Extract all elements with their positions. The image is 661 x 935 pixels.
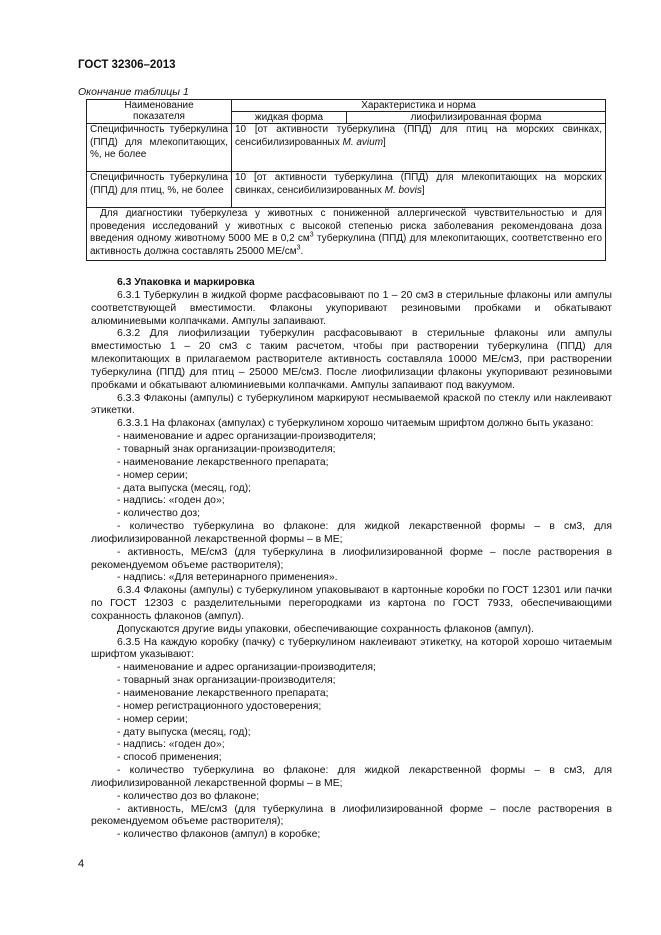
table-caption: Окончание таблицы 1 — [78, 86, 189, 98]
section-title: 6.3 Упаковка и маркировка — [117, 277, 255, 288]
list-item: - количество туберкулина во флаконе: для жидкой лекарственной формы – в см3, для лиофилизированной лекарственной формы – в МЕ; — [91, 765, 612, 789]
row-value-italic: M. avium — [342, 136, 384, 148]
table-note — [87, 208, 606, 261]
paragraph-6-3-4: 6.3.4 Флаконы (ампулы) с туберкулином упаковывают в картонные коробки по ГОСТ 12301 или пачки по ГОСТ 12303 с разделительными перегородками из картона по ГОСТ 7933, обеспечивающими сохранность флаконов (ампул). — [91, 585, 612, 622]
row-value-bird — [232, 172, 606, 208]
row-value-end: ] — [383, 136, 386, 148]
list-item: - номер регистрационного удостоверения; — [117, 700, 322, 712]
row-value-italic: M. bovis — [384, 184, 422, 196]
paragraph-6-3-3-1: 6.3.3.1 На флаконах (ампулах) с туберкулином хорошо читаемым шрифтом должно быть указано: — [117, 418, 594, 430]
note-text: туберкулина (ППД) для млекопитающих, соответственно его активность должна составлять 25000 МЕ/см — [90, 233, 602, 257]
document-header: ГОСТ 32306–2013 — [78, 59, 176, 71]
note-sup: 3 — [309, 231, 314, 239]
label-list-vial — [91, 431, 612, 585]
list-item: - количество доз; — [117, 508, 201, 520]
col-header-liquid: жидкая форма — [232, 112, 347, 124]
page-number: 4 — [78, 858, 85, 870]
paragraph-6-3-2: 6.3.2 Для лиофилизации туберкулин расфасовывают в стерильные флаконы или ампулы вместимостью 1 – 20 см3 с таким расчетом, чтобы при растворении туберкулина (ППД) для млекопитающих в прилагаемом растворителе активность составляла 10000 МЕ/см3, при растворении туберкулина (ППД) для птиц – 25000 МЕ/см3. После лиофилизации флаконы укупоривают резиновыми пробками и обкатывают алюминиевыми колпачками. Ампулы запаивают под вакуумом. — [91, 328, 612, 391]
paragraph-6-3-1: 6.3.1 Туберкулин в жидкой форме расфасовывают по 1 – 20 см3 в стерильные флаконы или ампулы соответствующей вместимости. Флаконы укупоривают резиновыми пробками и обкатывают алюминиевыми колпачками. Ампулы запаивают. — [91, 289, 612, 327]
list-item: - надпись: «годен до»; — [117, 495, 225, 507]
row-value-text: 10 [от активности туберкулина (ППД) для птиц на морских свинках, сенсибилизированных — [235, 124, 602, 148]
row-value-end: ] — [421, 184, 425, 196]
col-header-name-line1: Наименование — [124, 100, 194, 111]
label-list-box — [91, 662, 612, 842]
list-item: - номер серии; — [117, 469, 188, 481]
row-value-mammal — [232, 124, 606, 172]
table-note-row — [87, 208, 606, 261]
row-name-mammal: Специфичность туберкулина (ППД) для млекопитающих, %, не более — [87, 124, 232, 172]
list-item: - товарный знак организации-производителя; — [117, 443, 336, 455]
list-item: - наименование лекарственного препарата; — [117, 688, 329, 699]
paragraph-6-3-4-note: Допускаются другие виды упаковки, обеспечивающие сохранность флаконов (ампул). — [117, 623, 534, 635]
paragraph-6-3-3: 6.3.3 Флаконы (ампулы) с туберкулином маркируют несмываемой краской по стеклу или наклеивают этикетки. — [91, 392, 612, 417]
list-item: - дату выпуска (месяц, год); — [117, 726, 251, 738]
list-item: - наименование и адрес организации-производителя; — [117, 662, 376, 674]
note-sup: 3 — [296, 244, 301, 252]
col-header-characteristic: Характеристика и норма — [232, 100, 606, 112]
col-header-name-line2: показателя — [133, 111, 185, 122]
list-item: - активность, МЕ/см3 (для туберкулина в лиофилизированной форме – после растворения в рекомендуемом объеме растворителя); — [91, 803, 612, 828]
list-item: - наименование лекарственного препарата; — [117, 456, 329, 468]
list-item: - товарный знак организации-производителя; — [117, 675, 336, 687]
list-item: - надпись: «Для ветеринарного применения». — [117, 572, 338, 584]
list-item: - активность, МЕ/см3 (для туберкулина в лиофилизированной форме – после растворения в рекомендуемом объеме растворителя); — [91, 546, 612, 571]
note-text: Для диагностики туберкулеза у животных с пониженной аллергической чувствительностью и для проведения исследований у животных с высокой степенью риска заболевания рекомендована доза введения одному животному 5000 МЕ в 0,2 см — [90, 208, 602, 244]
list-item: - дата выпуска (месяц, год); — [117, 482, 252, 494]
section-body — [91, 277, 612, 842]
list-item: - количество туберкулина во флаконе: для жидкой лекарственной формы – в см3, для лиофилизированной лекарственной формы – в МЕ; — [91, 521, 612, 545]
list-item: - наименование и адрес организации-производителя; — [117, 431, 376, 443]
table-row — [87, 124, 606, 172]
table-header-row — [87, 100, 606, 112]
list-item: - надпись: «годен до»; — [117, 739, 225, 751]
col-header-lyophilized: лиофилизированная форма — [347, 112, 606, 124]
list-item: - номер серии; — [117, 713, 188, 725]
spec-table — [86, 99, 606, 261]
note-text: . — [300, 245, 304, 257]
list-item: - количество флаконов (ампул) в коробке; — [117, 829, 321, 841]
list-item: - количество доз во флаконе; — [117, 790, 260, 802]
row-name-bird: Специфичность туберкулина (ППД) для птиц, %, не более — [87, 172, 232, 208]
list-item: - способ применения; — [117, 752, 222, 764]
col-header-name — [87, 100, 232, 124]
row-value-text: 10 [от активности туберкулина (ППД) для млекопитающих на морских свинках, сенсибилизированных — [235, 172, 602, 196]
table-row — [87, 172, 606, 208]
paragraph-6-3-5: 6.3.5 На каждую коробку (пачку) с туберкулином наклеивают этикетку, на которой хорошо читаемым шрифтом указывают: — [91, 636, 612, 661]
